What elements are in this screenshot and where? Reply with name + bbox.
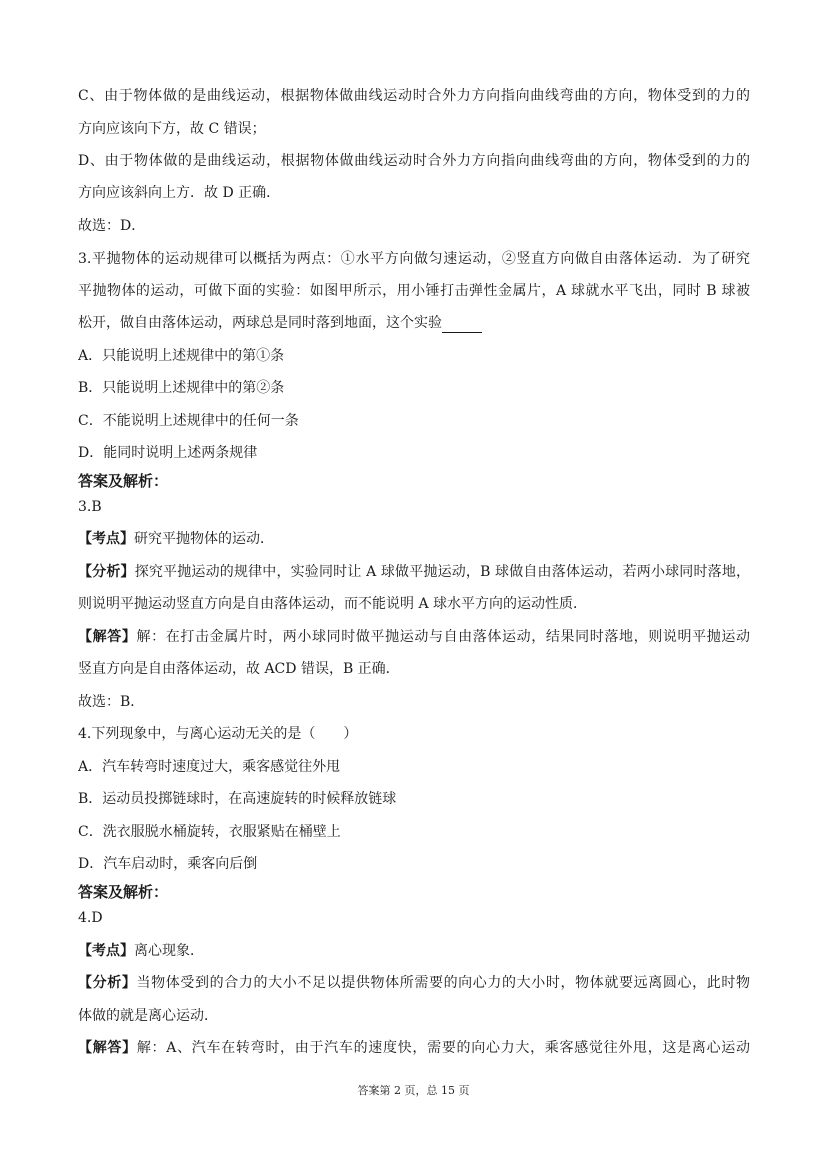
q3-option-d: D．能同时说明上述两条规律 [78,445,258,461]
q3-stem-line3 [78,313,750,333]
q4-option-d: D．汽车启动时，乘客向后倒 [78,856,258,872]
q4-stem: 4.下列现象中，与离心运动无关的是（ ） [78,726,358,742]
kaodian-text: 离心现象． [134,943,204,959]
fenxi-text: 当物体受到的合力的大小不足以提供物体所需要的向心力的大小时，物体就要远离圆心，此时物 [136,975,750,991]
q4-option-c: C．洗衣服脱水桶旋转，衣服紧贴在桶壁上 [78,824,341,840]
q4-kaodian [78,941,750,961]
q3-fenxi-line1 [78,562,750,582]
q4-answer: 4.D [78,910,103,926]
q3-fenxi-line2: 则说明平抛运动竖直方向是自由落体运动，而不能说明 A 球水平方向的运动性质． [78,596,588,612]
q3-stem-line1: 3.平抛物体的运动规律可以概括为两点：①水平方向做匀速运动，②竖直方向做自由落体运动．为了研究 [78,251,750,267]
q2-option-d-line2: 方向应该斜向上方．故 D 正确． [78,185,281,201]
jieda-tag: 【解答】 [78,629,137,645]
q4-fenxi-line2: 体做的就是离心运动． [78,1008,218,1024]
q2-option-c-line2: 方向应该向下方，故 C 错误； [78,121,266,137]
q2-option-d-line1: D、由于物体做的是曲线运动，根据物体做曲线运动时合外力方向指向曲线弯曲的方向，物体受到的力的 [78,153,750,169]
q3-answer: 3.B [78,499,102,515]
q3-option-a: A．只能说明上述规律中的第①条 [78,348,285,364]
q3-kaodian [78,529,750,549]
jieda-tag: 【解答】 [78,1040,137,1056]
page-footer: 答案第 2 页，总 15 页 [357,1084,470,1097]
q2-choice: 故选：D． [78,218,146,234]
q4-option-a: A．汽车转弯时速度过大，乘客感觉往外甩 [78,759,341,775]
q4-jieda-line1 [78,1038,750,1058]
kaodian-text: 研究平抛物体的运动． [134,531,274,547]
q3-choice: 故选：B． [78,694,145,710]
fenxi-tag: 【分析】 [78,975,137,991]
q4-answer-heading: 答案及解析： [78,883,169,901]
q3-option-b: B．只能说明上述规律中的第②条 [78,380,285,396]
q3-answer-heading: 答案及解析： [78,472,169,490]
jieda-text: 解：A、汽车在转弯时，由于汽车的速度快，需要的向心力大，乘客感觉往外甩，这是离心运动 [136,1040,750,1056]
answer-blank [442,318,482,333]
jieda-text: 解：在打击金属片时，两小球同时做平抛运动与自由落体运动，结果同时落地，则说明平抛运动 [136,629,750,645]
kaodian-tag: 【考点】 [78,943,134,959]
q3-jieda-line1 [78,627,750,647]
q2-option-c-line1: C、由于物体做的是曲线运动，根据物体做曲线运动时合外力方向指向曲线弯曲的方向，物体受到的力的 [78,88,750,104]
q3-jieda-line2: 竖直方向是自由落体运动，故 ACD 错误，B 正确． [78,661,400,677]
q4-option-b: B．运动员投掷链球时，在高速旋转的时候释放链球 [78,791,397,807]
kaodian-tag: 【考点】 [78,531,134,547]
q4-fenxi-line1 [78,973,750,993]
q3-stem-text: 松开，做自由落体运动，两球总是同时落到地面，这个实验 [78,315,442,331]
q3-stem-line2: 平抛物体的运动，可做下面的实验：如图甲所示，用小锤打击弹性金属片，A 球就水平飞出，同时 B 球被 [78,283,750,299]
q3-option-c: C．不能说明上述规律中的任何一条 [78,413,299,429]
fenxi-tag: 【分析】 [78,564,135,580]
fenxi-text: 探究平抛运动的规律中，实验同时让 A 球做平抛运动，B 球做自由落体运动，若两小球同时落地， [134,564,750,580]
